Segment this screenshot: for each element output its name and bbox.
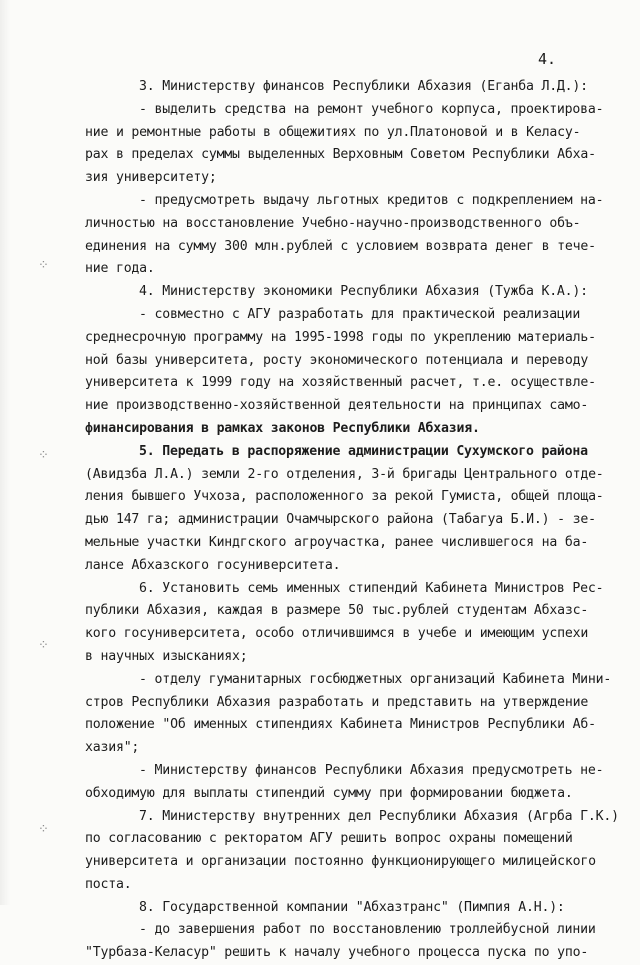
- text-line: - отделу гуманитарных госбюджетных организаций Кабинета Мини-: [139, 671, 612, 687]
- text-line: ние производственно-хозяйственной деятельности на принципах само-: [85, 398, 589, 414]
- text-line: ние и ремонтные работы в общежитиях по ул.Платоновой и в Келасу-: [85, 124, 581, 140]
- text-line: стров Республики Абхазия разработать и представить на утверждение: [85, 694, 589, 710]
- text-line: единения на сумму 300 млн.рублей с условием возврата денег в тече-: [85, 238, 596, 254]
- text-line: - предусмотреть выдачу льготных кредитов с подкреплением на-: [139, 192, 604, 208]
- text-line: университета к 1999 году на хозяйственный расчет, т.е. осуществле-: [85, 375, 596, 391]
- binding-hole-mark: ⁘: [38, 638, 49, 653]
- binding-hole-mark: ⁘: [38, 258, 49, 273]
- document-body: [85, 76, 625, 965]
- text-line: - совместно с АГУ разработать для практической реализации: [139, 306, 581, 322]
- text-line: (Авидзба Л.А.) земли 2-го отделения, 3-й бригады Центрального отде-: [85, 466, 604, 482]
- text-line: зия университету;: [85, 170, 217, 186]
- text-line: 6. Установить семь именных стипендий Кабинета Министров Рес-: [139, 580, 604, 596]
- text-line: кого госуниверситета, особо отличившимся в учебе и имеющим успехи: [85, 626, 589, 642]
- page-number: 4.: [538, 50, 557, 68]
- text-line: положение "Об именных стипендиях Кабинета Министров Республики Аб-: [85, 717, 596, 733]
- binding-hole-mark: ⁘: [38, 448, 49, 463]
- text-line: 7. Министерству внутренних дел Республики Абхазия (Агрба Г.К.): [139, 808, 619, 824]
- text-line: поста.: [85, 876, 132, 892]
- text-line: "Турбаза-Келасур" решить к началу учебного процесса пуска по упо-: [85, 945, 589, 961]
- text-line: личностью на восстановление Учебно-научно-производственного объ-: [85, 215, 581, 231]
- text-line: мельные участки Киндгского агроучастка, ранее числившегося на ба-: [85, 534, 589, 550]
- text-line: публики Абхазия, каждая в размере 50 тыс.рублей студентам Абхазс-: [85, 603, 589, 619]
- text-line: по согласованию с ректоратом АГУ решить вопрос охраны помещений: [85, 831, 573, 847]
- text-line: ления бывшего Учхоза, расположенного за рекой Гумиста, общей площа-: [85, 489, 604, 505]
- text-line: обходимую для выплаты стипендий сумму при формировании бюджета.: [85, 785, 573, 801]
- text-line: дью 147 га; администрации Очамчырского района (Табагуа Б.И.) - зе-: [85, 512, 596, 528]
- text-line: ной базы университета, росту экономического потенциала и переводу: [85, 352, 589, 368]
- text-line: среднесрочную программу на 1995-1998 годы по укреплению материаль-: [85, 329, 596, 345]
- text-line: 5. Передать в распоряжение администрации Сухумского района: [139, 443, 588, 459]
- text-line: лансе Абхазского госуниверситета.: [85, 557, 341, 573]
- text-line: хазия";: [85, 740, 140, 756]
- text-line: 4. Министерству экономики Республики Абхазия (Тужба К.А.):: [139, 284, 588, 300]
- text-line: рах в пределах суммы выделенных Верховным Советом Республики Абха-: [85, 147, 596, 163]
- text-line: финансирования в рамках законов Республики Абхазия.: [85, 420, 480, 436]
- text-line: университета и организации постоянно функционирующего милицейского: [85, 854, 596, 870]
- text-line: - Министерству финансов Республики Абхазия предусмотреть не-: [139, 762, 604, 778]
- text-line: 8. Государственной компании "Абхазтранс" (Пимпия А.Н.):: [139, 899, 565, 915]
- text-line: 3. Министерству финансов Республики Абхазия (Еганба Л.Д.):: [139, 79, 588, 94]
- binding-hole-mark: ⁘: [38, 822, 49, 837]
- text-line: - до завершения работ по восстановлению троллейбусной линии: [139, 922, 596, 938]
- text-line: - выделить средства на ремонт учебного корпуса, проектирова-: [139, 101, 604, 117]
- text-line: в научных изысканиях;: [85, 648, 248, 664]
- text-line: ние года.: [85, 261, 155, 277]
